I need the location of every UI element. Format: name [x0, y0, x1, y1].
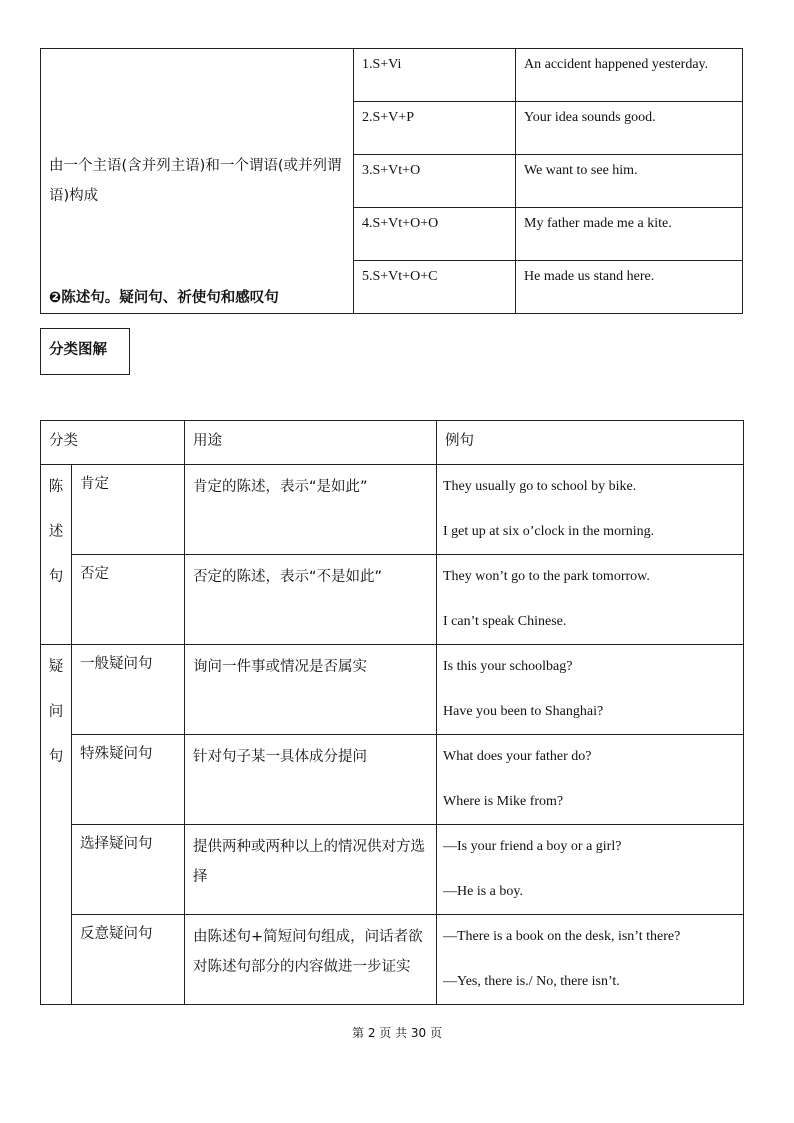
example-cell: He made us stand here.: [516, 261, 743, 314]
example-cell: My father made me a kite.: [516, 208, 743, 261]
example-cell: Your idea sounds good.: [516, 102, 743, 155]
category-char: 疑: [48, 659, 64, 675]
header-example: 例句: [437, 421, 744, 465]
example-line: Have you been to Shanghai?: [443, 704, 604, 719]
example-cell: [437, 915, 744, 1005]
usage-cell: 由陈述句+简短问句组成，问话者欲对陈述句部分的内容做进一步证实: [185, 915, 437, 1005]
category-char: 句: [48, 749, 64, 765]
example-cell: [437, 645, 744, 735]
category-interrogative: [41, 645, 72, 1005]
pattern-cell: 4.S+Vt+O+O: [354, 208, 516, 261]
header-usage: 用途: [185, 421, 437, 465]
page-footer: 第 2 页 共 30 页: [352, 1026, 442, 1040]
usage-cell: 询问一件事或情况是否属实: [185, 645, 437, 735]
example-line: —There is a book on the desk, isn’t there?: [443, 929, 681, 944]
usage-cell: 针对句子某一具体成分提问: [185, 735, 437, 825]
example-line: They won’t go to the park tomorrow.: [443, 569, 650, 584]
example-cell: [437, 555, 744, 645]
example-line: —Is your friend a boy or a girl?: [443, 839, 622, 854]
sentence-type-table: [40, 420, 744, 1005]
example-line: Where is Mike from?: [443, 794, 564, 809]
category-char: 述: [48, 524, 64, 540]
category-char: 问: [48, 704, 64, 720]
pattern-cell: 5.S+Vt+O+C: [354, 261, 516, 314]
simple-sentence-definition: 由一个主语(含并列主语)和一个谓语(或并列谓语)构成: [41, 49, 354, 314]
example-cell: An accident happened yesterday.: [516, 49, 743, 102]
example-line: Is this your schoolbag?: [443, 659, 573, 674]
example-line: They usually go to school by bike.: [443, 479, 637, 494]
example-cell: We want to see him.: [516, 155, 743, 208]
example-line: —He is a boy.: [443, 884, 523, 899]
subtype-cell: 否定: [72, 555, 185, 645]
sentence-pattern-table: [40, 48, 743, 314]
pattern-cell: 3.S+Vt+O: [354, 155, 516, 208]
subtype-cell: 特殊疑问句: [72, 735, 185, 825]
example-line: I can’t speak Chinese.: [443, 614, 567, 629]
subtype-cell: 选择疑问句: [72, 825, 185, 915]
category-declarative: [41, 465, 72, 645]
subtype-cell: 肯定: [72, 465, 185, 555]
usage-cell: 提供两种或两种以上的情况供对方选择: [185, 825, 437, 915]
category-char: 句: [48, 569, 64, 585]
example-cell: [437, 465, 744, 555]
example-line: I get up at six o’clock in the morning.: [443, 524, 655, 539]
category-char: 陈: [48, 479, 64, 495]
usage-cell: 肯定的陈述，表示“是如此”: [185, 465, 437, 555]
subtype-cell: 一般疑问句: [72, 645, 185, 735]
example-line: —Yes, there is./ No, there isn’t.: [443, 974, 620, 989]
example-cell: [437, 825, 744, 915]
example-cell: [437, 735, 744, 825]
header-category: 分类: [41, 421, 185, 465]
pattern-cell: 2.S+V+P: [354, 102, 516, 155]
usage-cell: 否定的陈述，表示“不是如此”: [185, 555, 437, 645]
classification-box-label: 分类图解: [40, 328, 130, 375]
example-line: What does your father do?: [443, 749, 592, 764]
pattern-cell: 1.S+Vi: [354, 49, 516, 102]
section-heading: ❷陈述句。疑问句、祈使句和感叹句: [49, 290, 279, 306]
subtype-cell: 反意疑问句: [72, 915, 185, 1005]
